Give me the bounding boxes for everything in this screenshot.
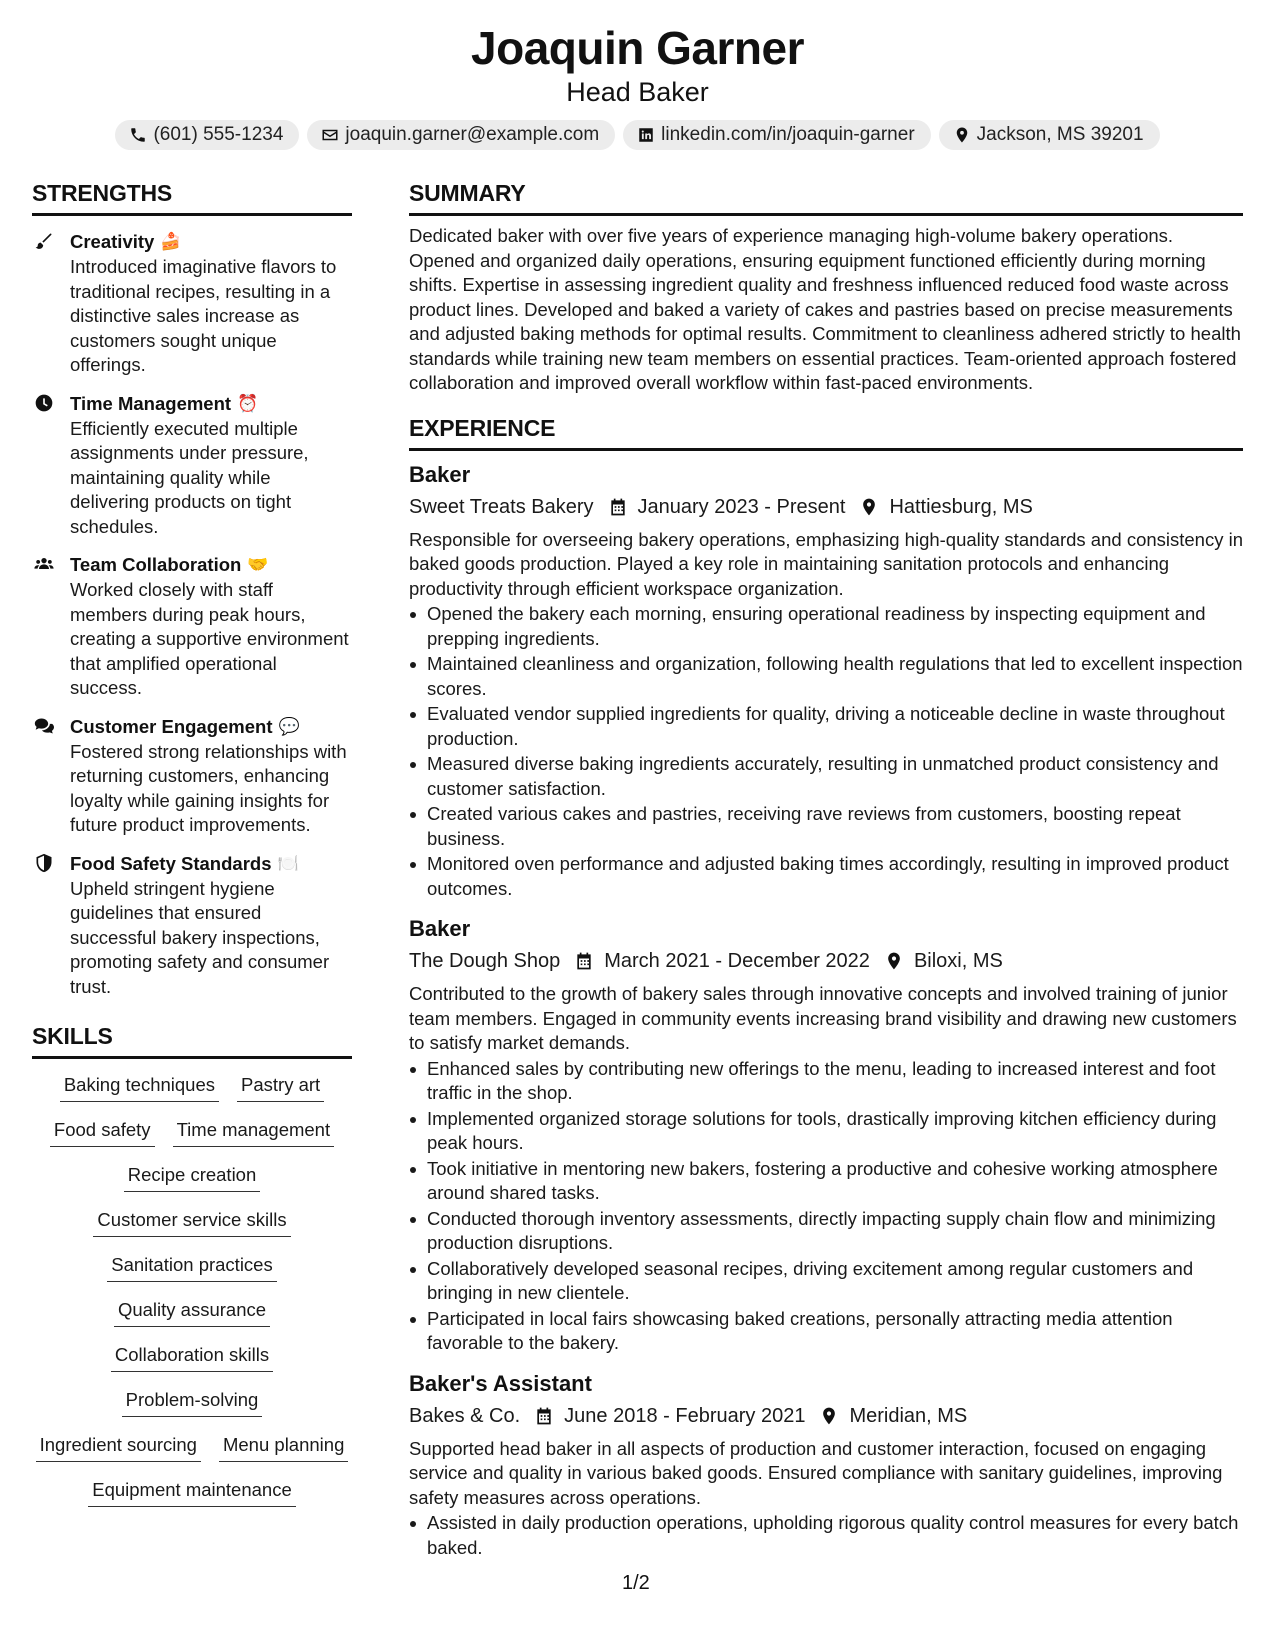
- job-company: Sweet Treats Bakery: [409, 495, 594, 518]
- strengths-heading: STRENGTHS: [32, 178, 352, 216]
- right-column: [409, 178, 1243, 1561]
- skill-tag: Food safety: [50, 1118, 155, 1147]
- skill-tag: Customer service skills: [93, 1208, 290, 1237]
- skill-tag: Pastry art: [237, 1073, 324, 1102]
- job-bullets: [409, 1057, 1243, 1356]
- skill-tag: Equipment maintenance: [88, 1478, 296, 1507]
- job-title: Baker: [409, 461, 471, 487]
- bullet-item: Maintained cleanliness and organization, following health regulations that led to excellent inspection scores.: [409, 652, 1243, 701]
- skills-heading: SKILLS: [32, 1021, 352, 1059]
- phone-icon: [129, 126, 147, 144]
- bullet-item: Participated in local fairs showcasing baked creations, personally attracting media attention favorable to the bakery.: [409, 1307, 1243, 1356]
- bullet-item: Conducted thorough inventory assessments, directly impacting supply chain flow and minimizing production disruptions.: [409, 1207, 1243, 1256]
- strength-desc: Fostered strong relationships with returning customers, enhancing loyalty while gaining insights for future product improvements.: [70, 740, 347, 835]
- strength-item: [32, 714, 352, 838]
- job-description: Contributed to the growth of bakery sales through innovative concepts and involved training of junior team members. Engaged in community events increasing brand visibility and drawing new customers to satisfy market demands.: [409, 983, 1237, 1053]
- skill-tag: Baking techniques: [60, 1073, 219, 1102]
- candidate-role: Head Baker: [566, 77, 709, 107]
- experience-heading: EXPERIENCE: [409, 413, 1243, 451]
- envelope-icon: [321, 126, 339, 144]
- strength-title: Customer Engagement: [70, 715, 273, 737]
- linkedin-chip[interactable]: [623, 120, 930, 150]
- job-company: The Dough Shop: [409, 950, 561, 972]
- candidate-name: Joaquin Garner: [471, 22, 804, 74]
- phone-chip[interactable]: [115, 120, 299, 150]
- strength-item: [32, 229, 352, 378]
- job-location: Biloxi, MS: [913, 950, 1003, 972]
- email-text: joaquin.garner@example.com: [345, 124, 600, 145]
- skill-tag: Problem-solving: [122, 1388, 263, 1417]
- left-column: [32, 178, 352, 1523]
- job-description: Responsible for overseeing bakery operations, emphasizing high-quality standards and consistency in baked goods production. Played a key role in maintaining sanitation protocols and enhancing productivity through efficient workspace organization.: [409, 528, 1244, 599]
- job-location: Hattiesburg, MS: [889, 495, 1033, 518]
- job-dates: March 2021 - December 2022: [604, 950, 870, 972]
- job-description: Supported head baker in all aspects of production and customer interaction, focused on engaging service and quality in various baked goods. Ensured compliance with sanitary guidelines, improving safety measures across operations.: [409, 1437, 1223, 1508]
- job-bullets: [409, 602, 1243, 901]
- bullet-item: Opened the bakery each morning, ensuring operational readiness by inspecting equipment and prepping ingredients.: [409, 602, 1243, 651]
- strength-desc: Introduced imaginative flavors to traditional recipes, resulting in a distinctive sales increase as customers sought unique offerings.: [70, 256, 337, 375]
- bullet-item: Implemented organized storage solutions for tools, drastically improving kitchen efficiency during peak hours.: [409, 1107, 1243, 1156]
- skill-tag: Quality assurance: [114, 1298, 270, 1327]
- bullet-item: Enhanced sales by contributing new offerings to the menu, leading to increased interest and foot traffic in the shop.: [409, 1057, 1243, 1106]
- job-entry: [409, 461, 1243, 902]
- bullet-item: Assisted in daily production operations, upholding rigorous quality control measures for every batch baked.: [409, 1511, 1243, 1560]
- phone-text: (601) 555-1234: [153, 124, 284, 145]
- job-entry: [409, 1370, 1243, 1561]
- speech-bubble-icon: 💬: [278, 716, 300, 736]
- summary-heading: SUMMARY: [409, 178, 1243, 216]
- skill-tag: Collaboration skills: [111, 1343, 273, 1372]
- bullet-item: Evaluated vendor supplied ingredients for quality, driving a noticeable decline in waste throughout production.: [409, 702, 1243, 751]
- strength-desc: Efficiently executed multiple assignments under pressure, maintaining quality while delivering products on tight schedules.: [70, 417, 309, 537]
- map-pin-icon: [859, 497, 879, 517]
- plate-icon: 🍽️: [277, 853, 299, 873]
- resume-header: [0, 20, 1275, 150]
- linkedin-icon: [637, 126, 655, 144]
- calendar-icon: [608, 497, 628, 517]
- cake-icon: 🍰: [160, 232, 182, 251]
- comments-icon: [34, 716, 54, 736]
- job-company: Bakes & Co.: [409, 1404, 521, 1427]
- strength-item: [32, 552, 352, 701]
- clock-icon: [34, 393, 54, 413]
- skill-tag: Ingredient sourcing: [36, 1433, 201, 1462]
- strength-title: Time Management: [70, 392, 232, 414]
- brush-icon: [34, 231, 54, 251]
- job-title: Baker: [409, 916, 471, 941]
- skill-tag: Menu planning: [219, 1433, 348, 1462]
- strength-item: [32, 391, 352, 540]
- strength-item: [32, 851, 352, 1000]
- bullet-item: Took initiative in mentoring new bakers, fostering a productive and cohesive working atmosphere around shared tasks.: [409, 1157, 1243, 1206]
- location-chip[interactable]: [939, 120, 1160, 150]
- page-number: 1/2: [622, 1572, 650, 1594]
- job-meta: [409, 947, 1243, 975]
- job-location: Meridian, MS: [849, 1404, 968, 1427]
- linkedin-text: linkedin.com/in/joaquin-garner: [661, 124, 915, 145]
- summary-text: Dedicated baker with over five years of experience managing high-volume bakery operations. Opened and organized daily operations, ensuring equipment functioned efficiently during morning shifts. Expertise in assessing ingredient quality and freshness influenced reduced food waste across product lines. Developed and baked a variety of cakes and pastries based on precise measurements and adjusted baking methods for optimal results. Commitment to cleanliness adhered strictly to health standards while training new team members on essential practices. Team-oriented approach fostered collaboration and improved overall workflow within fast-paced environments.: [409, 225, 1241, 393]
- job-dates: June 2018 - February 2021: [564, 1404, 806, 1427]
- bullet-item: Collaboratively developed seasonal recipes, driving excitement among regular customers and bringing in new clientele.: [409, 1257, 1243, 1306]
- job-meta: [409, 493, 1243, 521]
- job-bullets: [409, 1511, 1243, 1560]
- job-entry: [409, 915, 1243, 1356]
- alarm-clock-icon: ⏰: [237, 393, 259, 413]
- calendar-icon: [574, 951, 594, 971]
- map-pin-icon: [819, 1406, 839, 1426]
- bullet-item: Measured diverse baking ingredients accurately, resulting in unmatched product consistency and customer satisfaction.: [409, 752, 1243, 801]
- map-pin-icon: [884, 951, 904, 971]
- job-meta: [409, 1402, 1243, 1430]
- calendar-icon: [534, 1406, 554, 1426]
- strength-title: Team Collaboration: [70, 554, 242, 575]
- location-text: Jackson, MS 39201: [976, 124, 1144, 145]
- job-title: Baker's Assistant: [409, 1370, 592, 1396]
- email-chip[interactable]: [307, 120, 615, 150]
- strength-desc: Worked closely with staff members during peak hours, creating a supportive environment that amplified operational success.: [70, 579, 349, 698]
- job-dates: January 2023 - Present: [637, 495, 846, 518]
- skill-tag: Time management: [173, 1118, 335, 1147]
- bullet-item: Monitored oven performance and adjusted baking times accordingly, resulting in improved product outcomes.: [409, 852, 1243, 901]
- map-pin-icon: [953, 126, 971, 144]
- strength-title: Creativity: [70, 231, 155, 252]
- strength-desc: Upheld stringent hygiene guidelines that ensured successful bakery inspections, promoting safety and consumer trust.: [70, 877, 330, 997]
- bullet-item: Created various cakes and pastries, receiving rave reviews from customers, boosting repeat business.: [409, 802, 1243, 851]
- strength-title: Food Safety Standards: [70, 852, 272, 874]
- skills-list: [32, 1073, 352, 1523]
- contact-bar: [0, 120, 1275, 150]
- skill-tag: Sanitation practices: [107, 1253, 276, 1282]
- skill-tag: Recipe creation: [124, 1163, 261, 1192]
- users-icon: [34, 554, 54, 574]
- shield-icon: [34, 853, 54, 873]
- handshake-icon: 🤝: [247, 555, 269, 574]
